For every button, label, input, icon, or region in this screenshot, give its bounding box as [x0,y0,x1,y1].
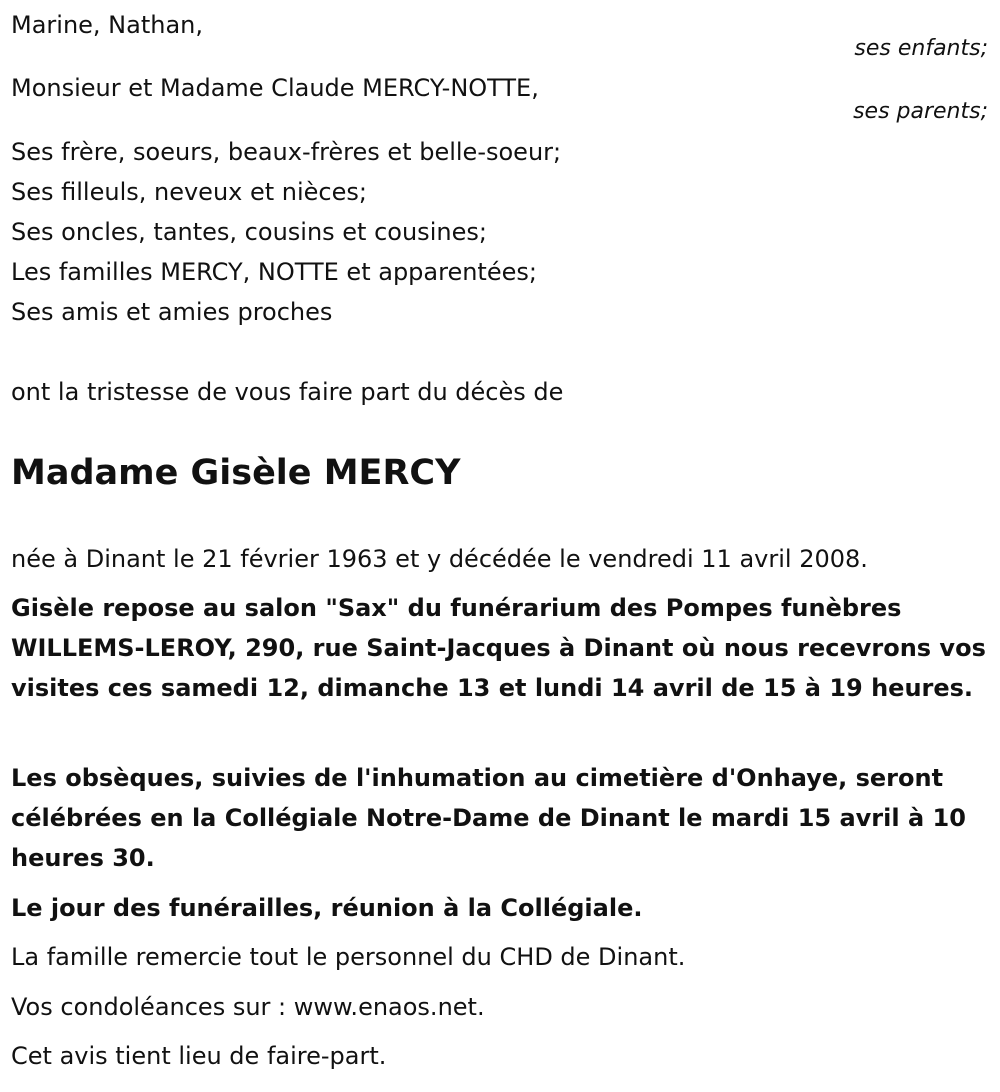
notice-text: Cet avis tient lieu de faire-part. [11,1042,387,1070]
announcement-text: ont la tristesse de vous faire part du décès de [11,378,564,406]
thanks-text: La famille remercie tout le personnel du CHD de Dinant. [11,943,686,971]
parents-names: Monsieur et Madame Claude MERCY-NOTTE, [11,74,539,102]
visitation-paragraph: Gisèle repose au salon "Sax" du funérarium des Pompes funèbres WILLEMS-LEROY, 290, rue Saint-Jacques à Dinant où nous recevrons vos visites ces samedi 12, dimanche 13 et lundi 14 avril de 15 à 19 heures. [11,594,986,702]
relatives-line-siblings: Ses frère, soeurs, beaux-frères et belle-soeur; [11,138,562,166]
condolences-text: Vos condoléances sur : www.enaos.net. [11,993,485,1021]
deceased-name: Madame Gisèle MERCY [11,453,461,493]
relatives-line-friends: Ses amis et amies proches [11,298,333,326]
relatives-line-uncles: Ses oncles, tantes, cousins et cousines; [11,218,487,246]
meeting-text: Le jour des funérailles, réunion à la Collégiale. [11,894,643,922]
parents-role: ses parents; [853,99,988,124]
relatives-line-families: Les familles MERCY, NOTTE et apparentées; [11,258,537,286]
children-names: Marine, Nathan, [11,11,204,39]
children-role: ses enfants; [854,36,988,61]
birth-death-text: née à Dinant le 21 février 1963 et y décédée le vendredi 11 avril 2008. [11,545,868,573]
funeral-paragraph: Les obsèques, suivies de l'inhumation au cimetière d'Onhaye, seront célébrées en la Collégiale Notre-Dame de Dinant le mardi 15 avril à 10 heures 30. [11,764,966,872]
relatives-line-godchildren: Ses filleuls, neveux et nièces; [11,178,367,206]
